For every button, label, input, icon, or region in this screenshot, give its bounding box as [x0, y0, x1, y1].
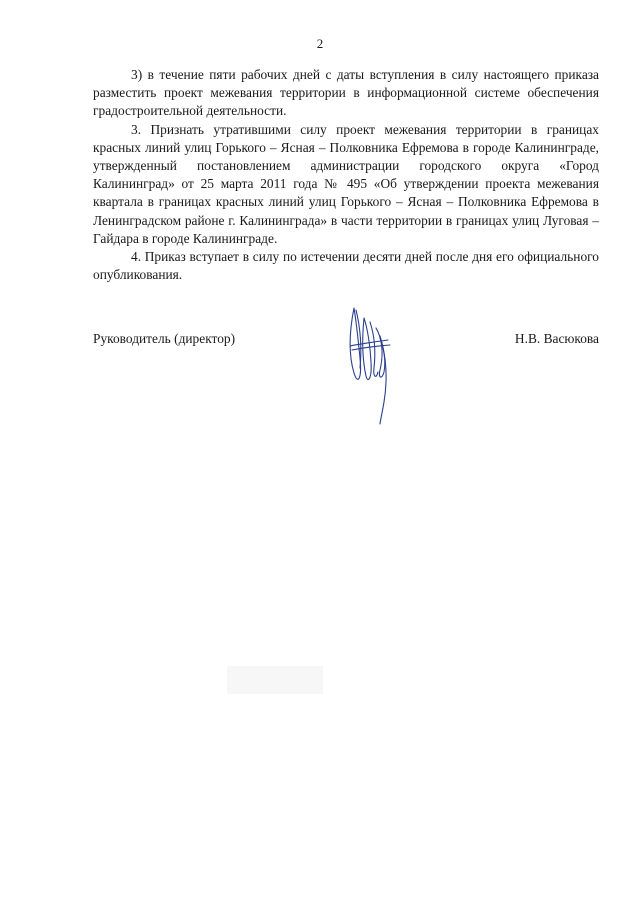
document-body	[93, 66, 599, 284]
signer-name: Н.В. Васюкова	[514, 331, 599, 346]
faint-stamp-watermark	[225, 660, 325, 700]
page-number: 2	[316, 36, 324, 51]
handwritten-signature-icon	[340, 298, 400, 426]
paragraph-point-4: 4. Приказ вступает в силу по истечении десяти дней после дня его официального опубликования.	[93, 249, 599, 283]
paragraph-point-3: 3. Признать утратившими силу проект межевания территории в границах красных линий улиц Горького – Ясная – Полковника Ефремова в городе Калининграде, утвержденный постановлением администрации городского округа «Город Калининград» от 25 марта 2011 года № 495 «Об утверждении проекта межевания квартала в границах красных линий улиц Горького – Ясная – Полковника Ефремова в Ленинградском районе г. Калининграда» в части территории в границах улиц Луговая – Гайдара в городе Калининграде.	[93, 121, 599, 246]
paragraph-item-3-subpoint: 3) в течение пяти рабочих дней с даты вступления в силу настоящего приказа разместить проект межевания территории в информационной системе обеспечения градостроительной деятельности.	[93, 67, 599, 119]
signer-role: Руководитель (директор)	[93, 331, 236, 346]
